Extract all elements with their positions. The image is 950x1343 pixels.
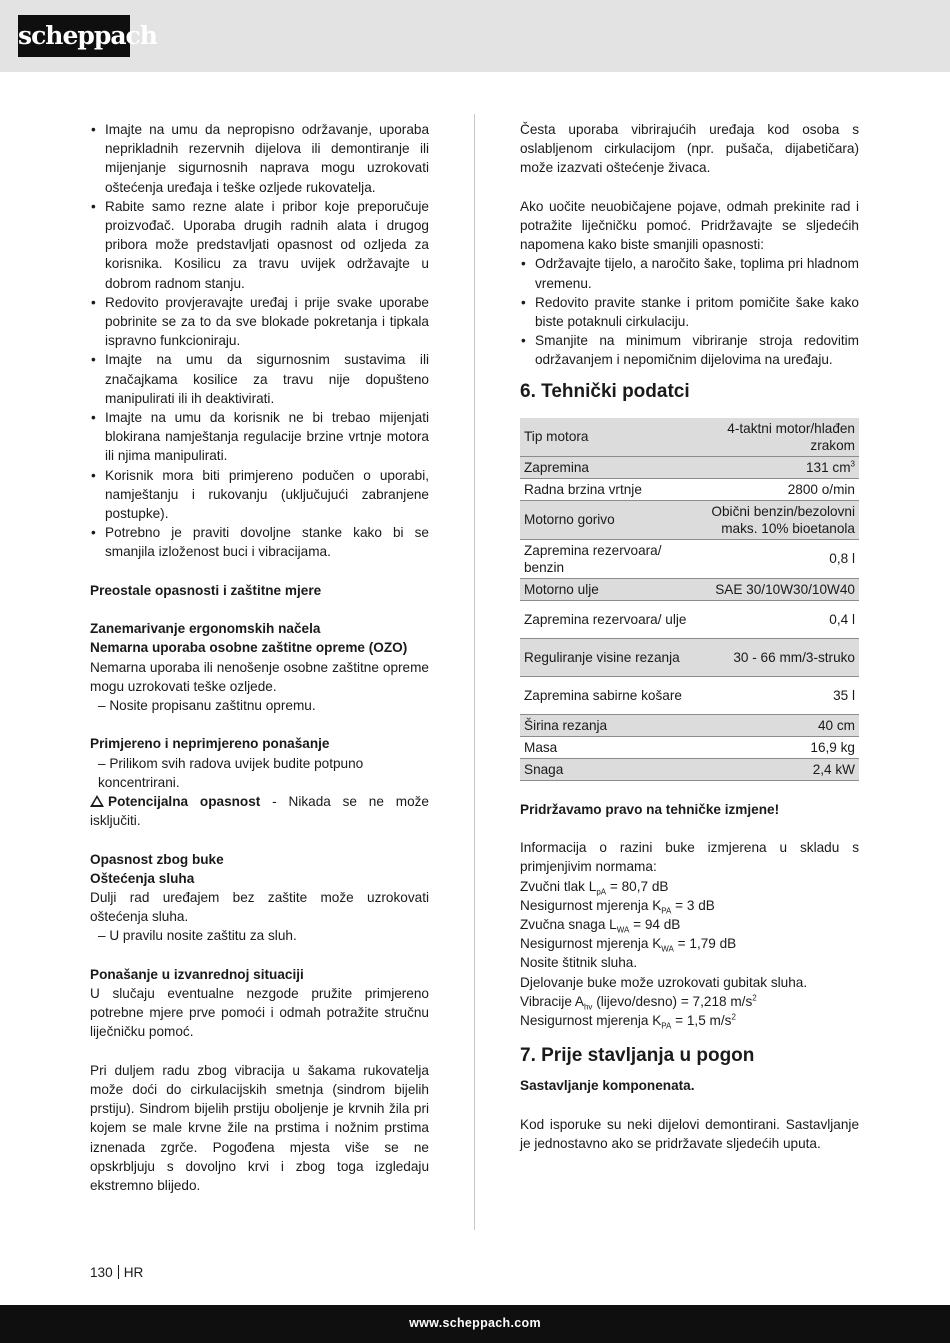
spec-value: 131 $cm^3$	[701, 456, 859, 478]
behavior-instruction: – Prilikom svih radova uvijek budite potpuno koncentrirani.	[98, 755, 364, 790]
spec-label: Zapremina rezervoara/ benzin	[520, 539, 701, 578]
noise-line: Nesigurnost mjerenja $K_{PA} = 3$ dB	[520, 897, 715, 916]
spec-label: Zapremina sabirne košare	[520, 676, 701, 714]
spec-value: 30 - 66 mm/3-struko	[701, 638, 859, 676]
spec-label: Snaga	[520, 758, 701, 780]
spec-value: Obični benzin/bezolovni maks. 10% bioetanola	[701, 500, 859, 539]
spec-value: 40 cm	[701, 714, 859, 736]
behavior-heading: Primjereno i neprimjereno ponašanje	[90, 736, 330, 752]
list-item: • Održavajte tijelo, a naročito šake, toplima pri hladnom vremenu.	[520, 254, 859, 292]
table-row	[520, 478, 859, 500]
spec-value: 0,8 l	[701, 539, 859, 578]
spec-label: Radna brzina vrtnje	[520, 478, 701, 500]
vibration-text: Pri duljem radu zbog vibracija u šakama rukovatelja može doći do cirkulacijskih smetnja (sindrom bijelih prstiju). Sindrom bijelih prstiju oboljenje je krvnih žila pri kojem se male krvne žile na prstima i nožnim prstima iznenada zgrče. Pogođena mjesta više se ne opskrbljuju s dovoljno krvi i zbog toga izgledaju ekstremno blijedo.	[90, 1062, 429, 1194]
warning-triangle-icon	[90, 795, 104, 807]
spec-value: 0,4 l	[701, 600, 859, 638]
spec-label: Tip motora	[520, 418, 701, 457]
page-number: 130 HR	[90, 1265, 144, 1280]
spec-value: 2800 o/min	[701, 478, 859, 500]
left-column	[90, 120, 429, 1195]
table-row	[520, 638, 859, 676]
noise-text: Dulji rad uređajem bez zaštite može uzrokovati oštećenja sluha.	[90, 890, 429, 925]
assembly-text: Kod isporuke su neki dijelovi demontirani. Sastavljanje je jednostavno ako se pridržavate sljedećih uputa.	[520, 1116, 859, 1151]
table-row	[520, 539, 859, 578]
table-row	[520, 736, 859, 758]
page-header	[0, 0, 950, 72]
ergonomics-heading: Zanemarivanje ergonomskih načela	[90, 621, 321, 637]
spec-label: Reguliranje visine rezanja	[520, 638, 701, 676]
assembly-heading: Sastavljanje komponenata.	[520, 1078, 695, 1094]
page-footer	[0, 1305, 950, 1343]
hearing-loss-text: Djelovanje buke može uzrokovati gubitak sluha.	[520, 974, 808, 990]
list-item: • Redovito pravite stanke i pritom pomičite šake kako biste potaknuli cirkulaciju.	[520, 293, 859, 331]
spec-label: Motorno ulje	[520, 578, 701, 600]
list-item: • Imajte na umu da nepropisno održavanje, uporaba neprikladnih rezervnih dijelova ili demontiranje ili mijenjanje sigurnosnih naprava mogu uzrokovati oštećenja uređaja i teške ozljede rukovatelja.	[90, 120, 429, 197]
list-item: • Korisnik mora biti primjereno podučen o uporabi, namještanju i rukovanju (uključujući zabranjene postupke).	[90, 466, 429, 524]
emergency-heading: Ponašanje u izvanrednoj situaciji	[90, 966, 304, 982]
noise-line: Zvučni tlak $L_{pA} = 80,7$ dB	[520, 878, 669, 897]
spec-label: Zapremina rezervoara/ ulje	[520, 600, 701, 638]
noise-line: Nesigurnost mjerenja $K_{WA} = 1,79$ dB	[520, 936, 737, 954]
vibration-advice: Ako uočite neuobičajene pojave, odmah prekinite rad i potražite liječničku pomoć. Pridržavajte se sljedećih napomena kako biste smanjili opasnosti:	[520, 198, 859, 253]
vibration-uncertainty-line: Nesigurnost mjerenja $K_{PA} = 1,5$ $m/s^2$	[520, 1012, 736, 1031]
spec-label: Motorno gorivo	[520, 500, 701, 539]
list-item: • Imajte na umu da sigurnosnim sustavima ili značajkama kosilice za travu nije dopušteno manipulirati ili ih deaktivirati.	[90, 350, 429, 408]
safety-bullet-list	[90, 120, 429, 562]
column-divider	[474, 114, 475, 1230]
table-row	[520, 676, 859, 714]
ppe-heading: Nemarna uporaba osobne zaštitne opreme (OZO)	[90, 640, 408, 656]
list-item: • Smanjite na minimum vibriranje stroja redovitim održavanjem i nepomičnim dijelovima na uređaju.	[520, 331, 859, 369]
spec-value: 16,9 kg	[701, 736, 859, 758]
spec-value: 35 l	[701, 676, 859, 714]
reserve-note: Pridržavamo pravo na tehničke izmjene!	[520, 801, 780, 817]
noise-line: Zvučna snaga $L_{WA} = 94$ dB	[520, 917, 681, 935]
technical-data-table	[520, 418, 859, 781]
vibration-intro: Česta uporaba vibrirajućih uređaja kod osoba s oslabljenom cirkulacijom (npr. pušača, dijabetičara) može izazvati oštećenje živaca.	[520, 122, 859, 176]
ppe-instruction: – Nosite propisanu zaštitnu opremu.	[98, 698, 316, 714]
table-row	[520, 500, 859, 539]
scheppach-logo: scheppach	[18, 15, 130, 57]
potential-hazard-text: - Nikada se ne može isključiti.	[90, 794, 429, 829]
noise-instruction: – U pravilu nosite zaštitu za sluh.	[98, 928, 297, 944]
emergency-text: U slučaju eventualne nezgode pružite primjereno potrebne mjere prve pomoći i odmah potražite stručnu liječničku pomoć.	[90, 986, 429, 1040]
website-link[interactable]: www.scheppach.com	[409, 1316, 541, 1330]
spec-label: Širina rezanja	[520, 714, 701, 736]
table-row	[520, 600, 859, 638]
hearing-damage-heading: Oštećenja sluha	[90, 870, 195, 886]
section-7-title: 7. Prije stavljanja u pogon	[520, 1045, 755, 1067]
table-row	[520, 758, 859, 780]
spec-value: SAE 30/10W30/10W40	[701, 578, 859, 600]
hearing-protection-text: Nosite štitnik sluha.	[520, 955, 638, 971]
spec-value: 4-taktni motor/hlađen zrakom	[701, 418, 859, 457]
right-column	[520, 120, 859, 1153]
potential-hazard-label: Potencijalna opasnost	[108, 794, 261, 810]
residual-risks-heading: Preostale opasnosti i zaštitne mjere	[90, 582, 322, 598]
potential-hazard-line	[90, 792, 429, 830]
spec-label: Zapremina	[520, 456, 701, 478]
table-row	[520, 714, 859, 736]
vibration-bullet-list	[520, 254, 859, 369]
table-row	[520, 578, 859, 600]
vibration-line: Vibracije $A_{hv}$ (lijevo/desno) = 7,218 $m/s^2$	[520, 993, 757, 1012]
spec-value: 2,4 kW	[701, 758, 859, 780]
noise-info: Informacija o razini buke izmjerena u skladu s primjenjivim normama:	[520, 840, 859, 875]
section-6-title: 6. Tehnički podatci	[520, 380, 690, 402]
list-item: • Redovito provjeravajte uređaj i prije svake uporabe pobrinite se za to da sve blokade pokretanja i tipkala ispravno funkcioniraju.	[90, 293, 429, 351]
list-item: • Imajte na umu da korisnik ne bi trebao mijenjati blokirana namještanja regulacije brzine vrtnje motora ili njima manipulirati.	[90, 408, 429, 466]
noise-hazard-heading: Opasnost zbog buke	[90, 851, 224, 867]
list-item: • Potrebno je praviti dovoljne stanke kako bi se smanjila izloženost buci i vibracijama.	[90, 523, 429, 561]
table-row	[520, 418, 859, 457]
spec-label: Masa	[520, 736, 701, 758]
table-row	[520, 456, 859, 478]
list-item: • Rabite samo rezne alate i pribor koje preporučuje proizvođač. Uporaba drugih radnih alata i drugog pribora može predstavljati opasnost od ozljeda za korisnika. Kosilicu za travu uvijek održavajte u dobrom radnom stanju.	[90, 197, 429, 293]
ppe-text: Nemarna uporaba ili nenošenje osobne zaštitne opreme mogu uzrokovati teške ozljede.	[90, 659, 429, 694]
superscript: 3	[850, 459, 855, 469]
